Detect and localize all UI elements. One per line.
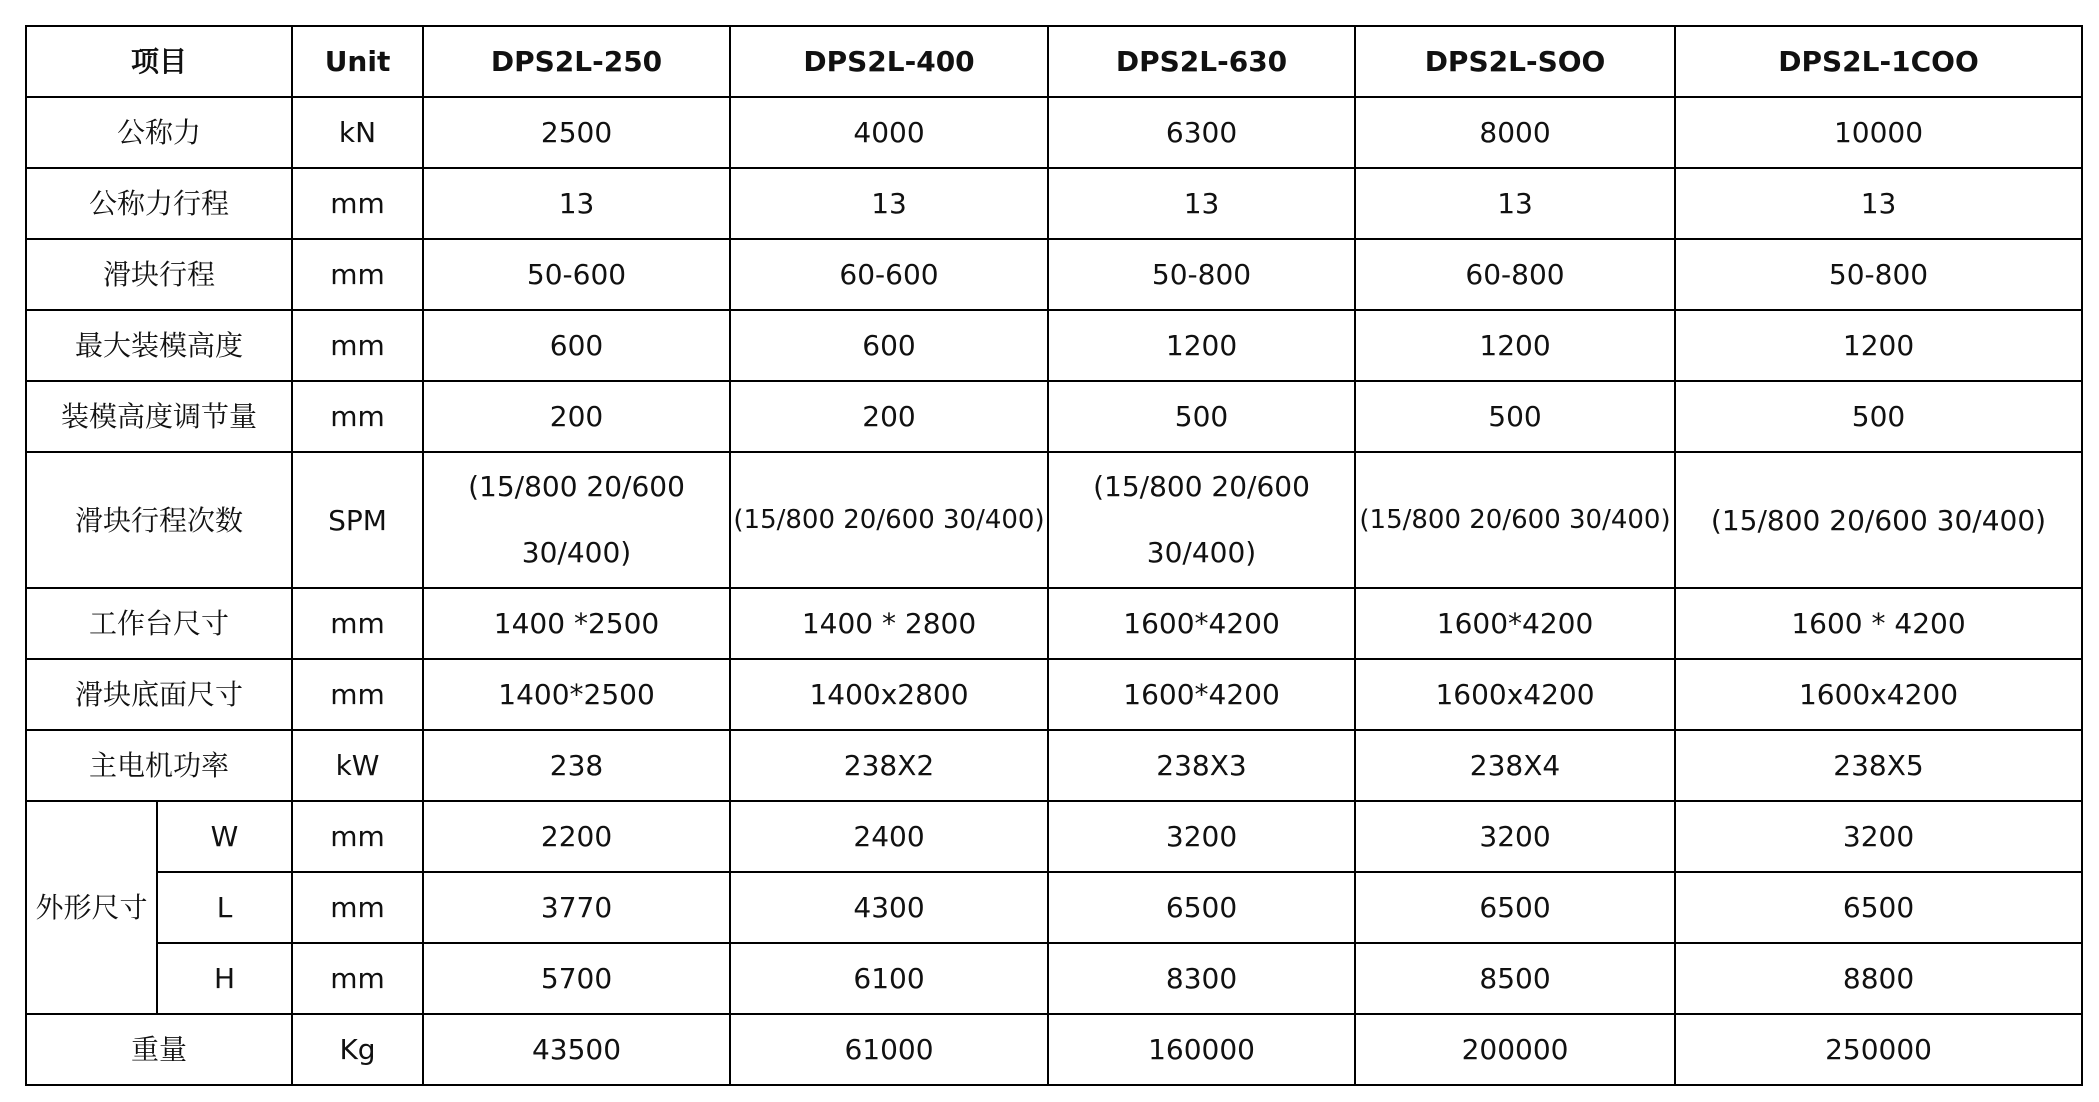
table-row (26, 310, 2082, 381)
header-model: DPS2L-1COO (1675, 26, 2082, 97)
cell-value: 3200 (1048, 801, 1355, 872)
cell-value: 6300 (1048, 97, 1355, 168)
row-unit: mm (292, 381, 423, 452)
table-row (26, 588, 2082, 659)
cell-value: 3200 (1355, 801, 1675, 872)
row-label: 最大装模高度 (26, 310, 292, 381)
cell-value: 6500 (1355, 872, 1675, 943)
cell-value: 50-600 (423, 239, 730, 310)
row-label: 工作台尺寸 (26, 588, 292, 659)
cell-value: 50-800 (1048, 239, 1355, 310)
header-model: DPS2L-SOO (1355, 26, 1675, 97)
cell-value: 43500 (423, 1014, 730, 1085)
spec-table (25, 25, 2083, 1086)
header-row (26, 26, 2082, 97)
dimension-sub-label: H (157, 943, 292, 1014)
dimension-sub-label: W (157, 801, 292, 872)
cell-value: (15/800 20/600 30/400) (1048, 452, 1355, 588)
cell-value: 4000 (730, 97, 1048, 168)
row-unit: SPM (292, 452, 423, 588)
table-row (26, 1014, 2082, 1085)
cell-value: (15/800 20/600 30/400) (423, 452, 730, 588)
row-label: 装模高度调节量 (26, 381, 292, 452)
cell-value: 1400*2500 (423, 659, 730, 730)
cell-value: 238X3 (1048, 730, 1355, 801)
cell-value: (15/800 20/600 30/400) (730, 452, 1048, 588)
cell-value: 1400 *2500 (423, 588, 730, 659)
cell-value: 238 (423, 730, 730, 801)
cell-value: 13 (1048, 168, 1355, 239)
cell-value: 160000 (1048, 1014, 1355, 1085)
table-row (26, 381, 2082, 452)
dimension-sub-label: L (157, 872, 292, 943)
table-row (26, 872, 2082, 943)
table-row (26, 659, 2082, 730)
cell-value: 8500 (1355, 943, 1675, 1014)
cell-value: 60-600 (730, 239, 1048, 310)
cell-value: 200000 (1355, 1014, 1675, 1085)
cell-value: 1600*4200 (1355, 588, 1675, 659)
cell-value: 600 (730, 310, 1048, 381)
table-row (26, 730, 2082, 801)
row-label: 滑块行程次数 (26, 452, 292, 588)
cell-value: 13 (423, 168, 730, 239)
cell-value: 600 (423, 310, 730, 381)
cell-value: 10000 (1675, 97, 2082, 168)
table-row (26, 168, 2082, 239)
cell-value: 200 (423, 381, 730, 452)
cell-value: 2400 (730, 801, 1048, 872)
cell-value: 238X2 (730, 730, 1048, 801)
row-unit: Kg (292, 1014, 423, 1085)
cell-value: 60-800 (1355, 239, 1675, 310)
cell-value: 8300 (1048, 943, 1355, 1014)
header-model: DPS2L-250 (423, 26, 730, 97)
row-unit: mm (292, 872, 423, 943)
cell-value: 6100 (730, 943, 1048, 1014)
cell-value: 13 (730, 168, 1048, 239)
cell-value: 13 (1675, 168, 2082, 239)
cell-value: (15/800 20/600 30/400) (1675, 452, 2082, 588)
cell-value: 6500 (1675, 872, 2082, 943)
dimensions-label: 外形尺寸 (26, 801, 157, 1014)
cell-value: 200 (730, 381, 1048, 452)
cell-value: 3200 (1675, 801, 2082, 872)
row-unit: mm (292, 943, 423, 1014)
cell-value: 61000 (730, 1014, 1048, 1085)
cell-value: 1400 * 2800 (730, 588, 1048, 659)
row-unit: mm (292, 310, 423, 381)
row-label: 滑块底面尺寸 (26, 659, 292, 730)
header-unit: Unit (292, 26, 423, 97)
table-row (26, 239, 2082, 310)
cell-value: 3770 (423, 872, 730, 943)
cell-value: 2500 (423, 97, 730, 168)
row-label: 公称力行程 (26, 168, 292, 239)
cell-value: 500 (1675, 381, 2082, 452)
cell-value: 250000 (1675, 1014, 2082, 1085)
table-row (26, 801, 2082, 872)
cell-value: 4300 (730, 872, 1048, 943)
cell-value: 500 (1048, 381, 1355, 452)
cell-value: 238X5 (1675, 730, 2082, 801)
row-unit: mm (292, 168, 423, 239)
cell-value: 8800 (1675, 943, 2082, 1014)
header-model: DPS2L-400 (730, 26, 1048, 97)
row-label: 公称力 (26, 97, 292, 168)
cell-value: 1600x4200 (1675, 659, 2082, 730)
cell-value: 2200 (423, 801, 730, 872)
row-unit: mm (292, 239, 423, 310)
cell-value: 1600x4200 (1355, 659, 1675, 730)
cell-value: 5700 (423, 943, 730, 1014)
cell-value: 1200 (1675, 310, 2082, 381)
cell-value: 50-800 (1675, 239, 2082, 310)
row-unit: mm (292, 588, 423, 659)
row-label: 主电机功率 (26, 730, 292, 801)
cell-value: 1200 (1048, 310, 1355, 381)
cell-value: 1600 * 4200 (1675, 588, 2082, 659)
row-unit: mm (292, 801, 423, 872)
header-model: DPS2L-630 (1048, 26, 1355, 97)
cell-value: 1400x2800 (730, 659, 1048, 730)
table-row (26, 97, 2082, 168)
header-item: 项目 (26, 26, 292, 97)
table-row (26, 452, 2082, 588)
cell-value: 8000 (1355, 97, 1675, 168)
row-unit: kW (292, 730, 423, 801)
cell-value: (15/800 20/600 30/400) (1355, 452, 1675, 588)
row-label: 重量 (26, 1014, 292, 1085)
cell-value: 6500 (1048, 872, 1355, 943)
cell-value: 13 (1355, 168, 1675, 239)
row-unit: kN (292, 97, 423, 168)
cell-value: 500 (1355, 381, 1675, 452)
cell-value: 1600*4200 (1048, 659, 1355, 730)
row-unit: mm (292, 659, 423, 730)
cell-value: 1200 (1355, 310, 1675, 381)
cell-value: 1600*4200 (1048, 588, 1355, 659)
cell-value: 238X4 (1355, 730, 1675, 801)
table-row (26, 943, 2082, 1014)
row-label: 滑块行程 (26, 239, 292, 310)
